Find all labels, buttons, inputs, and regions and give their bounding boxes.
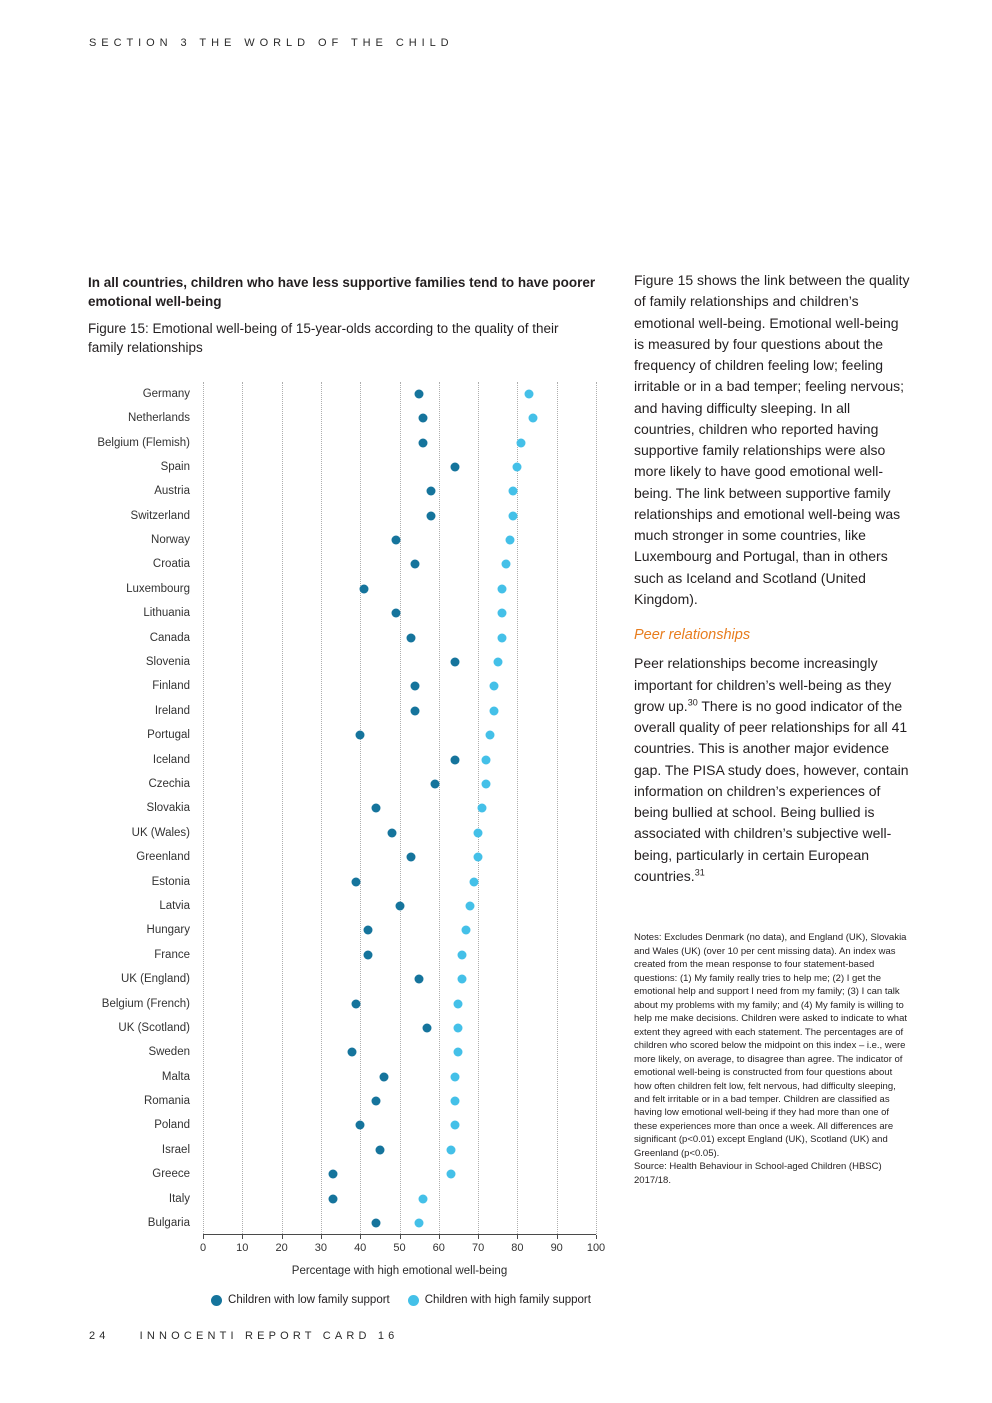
gridline-100 xyxy=(596,382,597,1235)
chart-row xyxy=(88,479,596,503)
dot-high-family-support xyxy=(509,487,518,496)
chart-row xyxy=(88,1138,596,1162)
row-plot xyxy=(203,552,596,576)
figure-column xyxy=(88,274,616,1306)
chart-row xyxy=(88,1040,596,1064)
chart-row xyxy=(88,406,596,430)
figure-discussion-paragraph: Figure 15 shows the link between the quality of family relationships and children’s emotional well-being. Emotional well-being is measured by four questions about the frequency of children feeling low; feeling irritable or in a bad temper; feeling nervous; and having difficulty sleeping. In all countries, children who reported having supportive family relationships were also more likely to have good emotional well-being. The link between supportive family relationships and emotional well-being was much stronger in some countries, like Luxembourg and Portugal, than in others such as Iceland and Scotland (United Kingdom). xyxy=(634,272,910,607)
dot-high-family-support xyxy=(485,731,494,740)
dot-high-family-support xyxy=(525,389,534,398)
dot-low-family-support xyxy=(352,877,361,886)
row-plot xyxy=(203,528,596,552)
dot-high-family-support xyxy=(497,633,506,642)
dot-low-family-support xyxy=(407,853,416,862)
dot-high-family-support xyxy=(481,780,490,789)
row-plot xyxy=(203,601,596,625)
tick-mark-80 xyxy=(517,1235,518,1239)
chart-row xyxy=(88,674,596,698)
row-plot xyxy=(203,772,596,796)
chart-row xyxy=(88,1113,596,1137)
country-label: Austria xyxy=(154,485,190,498)
dot-low-family-support xyxy=(450,658,459,667)
country-label: Belgium (Flemish) xyxy=(97,436,190,449)
peer-paragraph xyxy=(634,653,910,887)
country-label: UK (England) xyxy=(120,973,190,986)
country-label: UK (Scotland) xyxy=(118,1021,190,1034)
row-plot xyxy=(203,967,596,991)
country-label: Italy xyxy=(168,1192,190,1205)
dot-low-family-support xyxy=(364,950,373,959)
country-label: Slovenia xyxy=(145,656,190,669)
dot-high-family-support xyxy=(458,975,467,984)
chart-row xyxy=(88,723,596,747)
country-label: Belgium (French) xyxy=(101,997,190,1010)
row-plot xyxy=(203,1040,596,1064)
row-plot xyxy=(203,821,596,845)
row-plot xyxy=(203,479,596,503)
chart-row xyxy=(88,845,596,869)
chart-row xyxy=(88,528,596,552)
tick-label-20: 20 xyxy=(275,1242,288,1255)
chart-row xyxy=(88,1162,596,1186)
country-label: UK (Wales) xyxy=(131,826,190,839)
chart-row xyxy=(88,504,596,528)
row-plot xyxy=(203,869,596,893)
dot-high-family-support xyxy=(415,1219,424,1228)
dot-high-family-support xyxy=(446,1170,455,1179)
dot-high-family-support xyxy=(454,1048,463,1057)
row-plot xyxy=(203,918,596,942)
country-label: Romania xyxy=(143,1095,190,1108)
row-plot xyxy=(203,650,596,674)
chart-row xyxy=(88,455,596,479)
tick-mark-70 xyxy=(478,1235,479,1239)
country-label: Sweden xyxy=(148,1046,190,1059)
dot-high-family-support xyxy=(493,658,502,667)
chart-row xyxy=(88,796,596,820)
tick-label-60: 60 xyxy=(432,1242,445,1255)
dot-high-family-support xyxy=(481,755,490,764)
chart-row xyxy=(88,991,596,1015)
country-label: Estonia xyxy=(151,875,190,888)
country-label: France xyxy=(154,948,190,961)
text-column xyxy=(634,270,910,1187)
footnote-ref-31: 31 xyxy=(694,867,705,878)
dot-low-family-support xyxy=(407,633,416,642)
country-label: Greece xyxy=(152,1168,190,1181)
chart-row xyxy=(88,1211,596,1235)
legend-dot-low-icon xyxy=(211,1295,222,1306)
dot-low-family-support xyxy=(356,1121,365,1130)
figure-caption: Figure 15: Emotional well-being of 15-year-olds according to the quality of their family relationships xyxy=(88,320,559,355)
figure-lead-title: In all countries, children who have less supportive families tend to have poorer emotional well-being xyxy=(88,275,596,309)
figure-notes xyxy=(634,931,910,1187)
country-label: Lithuania xyxy=(143,607,190,620)
country-label: Hungary xyxy=(146,924,190,937)
dot-high-family-support xyxy=(513,462,522,471)
tick-mark-0 xyxy=(203,1235,204,1239)
peer-paragraph-text-2: There is no good indicator of the overall quality of peer relationships for all 41 countries. This is another major evidence gap. The PISA study does, however, contain information on children’s experiences of being bullied at school. Being bullied is associated with children’s subjective well-being, particularly in certain European countries. xyxy=(634,697,909,884)
tick-mark-20 xyxy=(282,1235,283,1239)
tick-label-30: 30 xyxy=(314,1242,328,1255)
dot-high-family-support xyxy=(446,1145,455,1154)
tick-label-50: 50 xyxy=(393,1242,406,1255)
chart-row xyxy=(88,382,596,406)
dot-high-family-support xyxy=(450,1097,459,1106)
page-footer xyxy=(89,1330,398,1342)
dot-high-family-support xyxy=(450,1072,459,1081)
chart-row xyxy=(88,699,596,723)
tick-label-90: 90 xyxy=(550,1242,563,1255)
row-plot xyxy=(203,577,596,601)
chart-row xyxy=(88,747,596,771)
notes-text: Notes: Excludes Denmark (no data), and England (UK), Slovakia and Wales (UK) (over 10 per cent missing data). An index was created from the mean response to four statement-based questions: (1) My family really tries to help me; (2) I get the emotional help and support I need from my family; (3) I can talk about my problems with my family; and (4) My family is willing to help me make decisions. Children were asked to indicate to what extent they agreed with each statement. The percentages are of children who scored below the midpoint on this index – i.e., were more likely, on average, to disagree than agree. The indicator of emotional well-being is constructed from four questions about how often children felt low, felt nervous, had difficulty sleeping, and felt irritable or in a bad temper. Children are classified as having low emotional well-being if they had more than one of these experiences more than once a week. All differences are significant (p<0.01) except England (UK), Scotland (UK) and Greenland (p<0.05). xyxy=(634,932,908,1159)
country-label: Portugal xyxy=(147,729,190,742)
country-label: Iceland xyxy=(152,753,190,766)
chart-legend xyxy=(191,1294,611,1306)
row-plot xyxy=(203,894,596,918)
dot-low-family-support xyxy=(423,1023,432,1032)
tick-mark-10 xyxy=(242,1235,243,1239)
tick-mark-90 xyxy=(557,1235,558,1239)
tick-label-100: 100 xyxy=(586,1242,606,1255)
country-label: Poland xyxy=(154,1119,190,1132)
dot-low-family-support xyxy=(371,804,380,813)
legend-item-high-support xyxy=(408,1294,591,1306)
row-plot xyxy=(203,1162,596,1186)
dot-low-family-support xyxy=(391,609,400,618)
figure-chart xyxy=(88,382,606,1307)
country-label: Germany xyxy=(142,387,190,400)
x-axis-label: Percentage with high emotional well-being xyxy=(291,1265,508,1278)
country-label: Greenland xyxy=(136,851,190,864)
chart-row xyxy=(88,601,596,625)
country-label: Norway xyxy=(151,534,190,547)
legend-label-low: Children with low family support xyxy=(228,1294,390,1307)
dot-high-family-support xyxy=(489,706,498,715)
row-plot xyxy=(203,504,596,528)
country-label: Ireland xyxy=(154,704,190,717)
chart-row xyxy=(88,821,596,845)
country-label: Bulgaria xyxy=(147,1217,190,1230)
legend-item-low-support xyxy=(211,1294,390,1306)
row-plot xyxy=(203,699,596,723)
page-number: 24 xyxy=(89,1330,110,1342)
dot-low-family-support xyxy=(419,414,428,423)
row-plot xyxy=(203,1186,596,1210)
dot-high-family-support xyxy=(419,1194,428,1203)
peer-paragraph-text-1: Peer relationships become increasingly important for children’s well-being as they grow up. xyxy=(634,655,892,714)
dot-low-family-support xyxy=(356,731,365,740)
chart-row xyxy=(88,1065,596,1089)
country-label: Canada xyxy=(149,631,190,644)
row-plot xyxy=(203,382,596,406)
row-plot xyxy=(203,430,596,454)
tick-label-70: 70 xyxy=(471,1242,485,1255)
chart-row xyxy=(88,772,596,796)
country-label: Finland xyxy=(152,680,190,693)
dot-high-family-support xyxy=(497,584,506,593)
dot-low-family-support xyxy=(411,706,420,715)
dot-low-family-support xyxy=(415,975,424,984)
tick-mark-100 xyxy=(596,1235,597,1239)
country-label: Switzerland xyxy=(130,509,190,522)
row-plot xyxy=(203,1113,596,1137)
x-axis-ticks xyxy=(199,1235,606,1259)
row-plot xyxy=(203,845,596,869)
tick-mark-30 xyxy=(321,1235,322,1239)
dot-high-family-support xyxy=(450,1121,459,1130)
dot-high-family-support xyxy=(454,1023,463,1032)
row-plot xyxy=(203,1211,596,1235)
dot-low-family-support xyxy=(415,389,424,398)
dot-high-family-support xyxy=(466,901,475,910)
row-plot xyxy=(203,625,596,649)
dot-low-family-support xyxy=(426,487,435,496)
dot-high-family-support xyxy=(454,999,463,1008)
dot-high-family-support xyxy=(501,560,510,569)
tick-label-40: 40 xyxy=(354,1242,367,1255)
country-label: Israel xyxy=(161,1143,190,1156)
dot-high-family-support xyxy=(489,682,498,691)
source-text: Source: Health Behaviour in School-aged Children (HBSC) 2017/18. xyxy=(634,1161,882,1186)
country-label: Spain xyxy=(160,460,190,473)
legend-label-high: Children with high family support xyxy=(424,1294,591,1307)
chart-row xyxy=(88,1016,596,1040)
footnote-ref-30: 30 xyxy=(687,697,698,708)
dot-low-family-support xyxy=(450,755,459,764)
chart-row xyxy=(88,967,596,991)
dot-low-family-support xyxy=(426,511,435,520)
dot-low-family-support xyxy=(387,828,396,837)
chart-row xyxy=(88,1089,596,1113)
dot-low-family-support xyxy=(328,1170,337,1179)
peer-relationships-heading: Peer relationships xyxy=(634,627,751,644)
row-plot xyxy=(203,1089,596,1113)
row-plot xyxy=(203,1138,596,1162)
row-plot xyxy=(203,455,596,479)
tick-mark-40 xyxy=(360,1235,361,1239)
row-plot xyxy=(203,674,596,698)
legend-dot-high-icon xyxy=(408,1295,419,1306)
country-label: Slovakia xyxy=(146,802,190,815)
chart-row xyxy=(88,943,596,967)
dot-low-family-support xyxy=(391,536,400,545)
chart-row xyxy=(88,625,596,649)
dot-low-family-support xyxy=(411,682,420,691)
country-label: Malta xyxy=(161,1070,190,1083)
dot-high-family-support xyxy=(458,950,467,959)
country-label: Latvia xyxy=(159,899,190,912)
dot-high-family-support xyxy=(474,828,483,837)
tick-mark-60 xyxy=(439,1235,440,1239)
row-plot xyxy=(203,723,596,747)
dot-high-family-support xyxy=(474,853,483,862)
chart-row xyxy=(88,869,596,893)
country-label: Netherlands xyxy=(127,412,190,425)
row-plot xyxy=(203,1065,596,1089)
row-plot xyxy=(203,991,596,1015)
chart-rows xyxy=(88,382,596,1236)
section-header: SECTION 3 THE WORLD OF THE CHILD xyxy=(89,37,454,49)
tick-mark-50 xyxy=(400,1235,401,1239)
country-label: Croatia xyxy=(152,558,190,571)
dot-high-family-support xyxy=(497,609,506,618)
dot-low-family-support xyxy=(360,584,369,593)
dot-low-family-support xyxy=(328,1194,337,1203)
dot-high-family-support xyxy=(505,536,514,545)
chart-row xyxy=(88,650,596,674)
dot-low-family-support xyxy=(395,901,404,910)
dot-low-family-support xyxy=(364,926,373,935)
row-plot xyxy=(203,1016,596,1040)
tick-label-0: 0 xyxy=(199,1242,207,1255)
dot-low-family-support xyxy=(375,1145,384,1154)
chart-row xyxy=(88,577,596,601)
dot-low-family-support xyxy=(419,438,428,447)
dot-low-family-support xyxy=(430,780,439,789)
country-label: Luxembourg xyxy=(126,582,190,595)
chart-row xyxy=(88,430,596,454)
row-plot xyxy=(203,796,596,820)
dot-low-family-support xyxy=(371,1219,380,1228)
dot-low-family-support xyxy=(411,560,420,569)
row-plot xyxy=(203,943,596,967)
dot-high-family-support xyxy=(517,438,526,447)
dot-low-family-support xyxy=(450,462,459,471)
chart-row xyxy=(88,894,596,918)
row-plot xyxy=(203,406,596,430)
dot-high-family-support xyxy=(470,877,479,886)
footer-report-title: INNOCENTI REPORT CARD 16 xyxy=(139,1330,399,1342)
tick-label-10: 10 xyxy=(236,1242,249,1255)
dot-high-family-support xyxy=(462,926,471,935)
dot-high-family-support xyxy=(529,414,538,423)
dot-high-family-support xyxy=(478,804,487,813)
country-label: Czechia xyxy=(148,778,190,790)
row-plot xyxy=(203,747,596,771)
dot-low-family-support xyxy=(352,999,361,1008)
dot-high-family-support xyxy=(509,511,518,520)
dot-low-family-support xyxy=(379,1072,388,1081)
chart-row xyxy=(88,552,596,576)
dot-low-family-support xyxy=(371,1097,380,1106)
chart-row xyxy=(88,1186,596,1210)
chart-row xyxy=(88,918,596,942)
dot-low-family-support xyxy=(348,1048,357,1057)
tick-label-80: 80 xyxy=(511,1242,524,1255)
